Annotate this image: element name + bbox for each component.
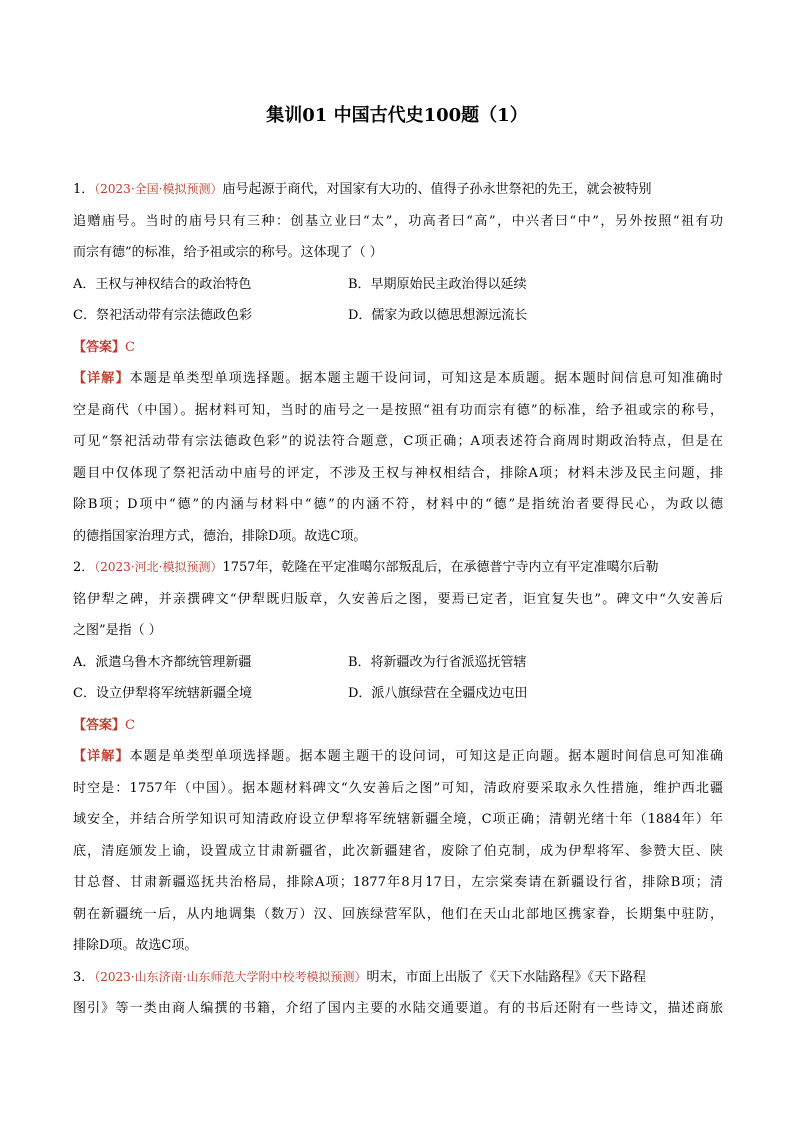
option-d: D．派八旗绿营在全疆戍边屯田 [348, 686, 528, 701]
question-2-options-row-1 [73, 647, 723, 679]
question-2-detail-line-6: 朝在新疆统一后，从内地调集（数万）汉、回族绿营军队，他们在天山北部地区携家眷，长期集中驻防， [73, 906, 723, 922]
question-number: 1． [73, 182, 95, 197]
question-text: 1757年，乾隆在平定准噶尔部叛乱后，在承德普宁寺内立有平定准噶尔后勒 [222, 560, 659, 575]
option-a: A．派遣乌鲁木齐都统管理新疆 [73, 654, 252, 670]
question-2-detail-line-7: 排除D项。故选C项。 [73, 938, 198, 953]
answer-value: C [125, 339, 135, 355]
question-2-detail-line-4: 底，清庭颁发上谕，设置成立甘肃新疆省，此次新疆建省，废除了伯克制，成为伊犁将军、参赞大臣、陕 [73, 843, 723, 859]
question-1-stem-line-1 [73, 174, 723, 206]
option-c: C．设立伊犁将军统辖新疆全境 [73, 686, 252, 701]
question-source: （2023·河北·模拟预测） [94, 560, 223, 574]
question-2-stem-line-3: 之图”是指（ ） [73, 623, 162, 638]
question-1-stem-line-3: 而宗有德”的标准，给予祖或宗的称号。这体现了（ ） [73, 245, 383, 260]
question-2-stem-line-1 [73, 552, 723, 584]
option-c: C．祭祀活动带有宗法德政色彩 [73, 308, 252, 323]
question-2-detail-line-1 [73, 741, 723, 773]
detail-tag: 【详解】 [73, 749, 130, 764]
question-1-detail-line-5: 除B项；D项中“德”的内涵与材料中“德”的内涵不符，材料中的“德”是指统治者要得民心，为政以德 [73, 497, 723, 512]
document-body [73, 174, 723, 1025]
question-1-detail-line-3: 可见“祭祀活动带有宗法德政色彩”的说法符合题意，C项正确；A项表述符合商周时期政治特点，但是在 [73, 434, 723, 449]
question-3-stem-line-1 [73, 962, 723, 994]
question-1-stem-line-2: 追赠庙号。当时的庙号只有三种：创基立业曰“太”，功高者曰“高”，中兴者曰“中”，另外按照“祖有功 [73, 213, 723, 229]
option-a: A．王权与神权结合的政治特色 [73, 276, 252, 292]
answer-tag: 【答案】 [73, 717, 126, 733]
question-1-options-row-2 [73, 300, 723, 332]
question-number: 3． [73, 969, 95, 985]
question-1-detail-line-2: 空是商代（中国）。据材料可知，当时的庙号之一是按照“祖有功而宗有德”的标准，给予祖或宗的称号， [73, 402, 723, 418]
question-2-detail-line-2: 时空是：1757年（中国）。据本题材料碑文“久安善后之图”可知，清政府要采取永久性措施，维护西北疆 [73, 780, 723, 796]
question-1-options-row-1 [73, 269, 723, 301]
page-title: 集训01 中国古代史100题（1） [266, 105, 528, 126]
question-2-stem-line-2: 铭伊犁之碑，并亲撰碑文“伊犁既归版章，久安善后之图，要焉已定者，讵宜复失也”。碑文中“久安善后 [73, 591, 723, 607]
question-2-answer [73, 710, 723, 742]
answer-tag: 【答案】 [73, 339, 126, 355]
question-3-stem-line-2: 图引》等一类由商人编撰的书籍，介绍了国内主要的水陆交通要道。有的书后还附有一些诗文，描述商旅 [73, 1001, 723, 1016]
question-1-detail-line-1 [73, 363, 723, 395]
question-text: 明末，市面上出版了《天下水陆路程》《天下路程 [366, 969, 646, 985]
question-2-options-row-2 [73, 678, 723, 710]
question-1-answer [73, 332, 723, 364]
question-source: （2023·山东济南·山东师范大学附中校考模拟预测） [94, 969, 367, 984]
answer-value: C [125, 717, 135, 733]
detail-text: 本题是单类型单项选择题。据本题主题干设问词，可知这是本质题。据本题时间信息可知准确时 [129, 371, 723, 386]
question-1-detail-line-6: 的德指国家治理方式，德治，排除D项。故选C项。 [73, 528, 367, 544]
question-2-detail-line-3: 域安全，并结合所学知识可知清政府设立伊犁将军统辖新疆全境，C项正确；清朝光绪十年（1884年）年 [73, 812, 723, 827]
question-number: 2． [73, 560, 95, 575]
question-text: 庙号起源于商代，对国家有大功的、值得子孙永世祭祀的先王，就会被特别 [222, 182, 652, 197]
question-1-detail-line-4: 题目中仅体现了祭祀活动中庙号的评定，不涉及王权与神权相结合，排除A项；材料未涉及民主问题，排 [73, 465, 723, 481]
question-2-detail-line-5: 甘总督、甘肃新疆巡抚共治格局，排除A项；1877年8月17日，左宗棠奏请在新疆设行省，排除B项；清 [73, 875, 723, 890]
question-source: （2023·全国·模拟预测） [94, 182, 223, 196]
option-d: D．儒家为政以德思想源远流长 [348, 308, 528, 323]
option-b: B．早期原始民主政治得以延续 [348, 276, 527, 292]
detail-text: 本题是单类型单项选择题。据本题主题干的设问词，可知这是正向题。据本题时间信息可知准确 [129, 749, 723, 764]
detail-tag: 【详解】 [73, 371, 130, 386]
option-b: B．将新疆改为行省派巡抚管辖 [348, 654, 527, 670]
